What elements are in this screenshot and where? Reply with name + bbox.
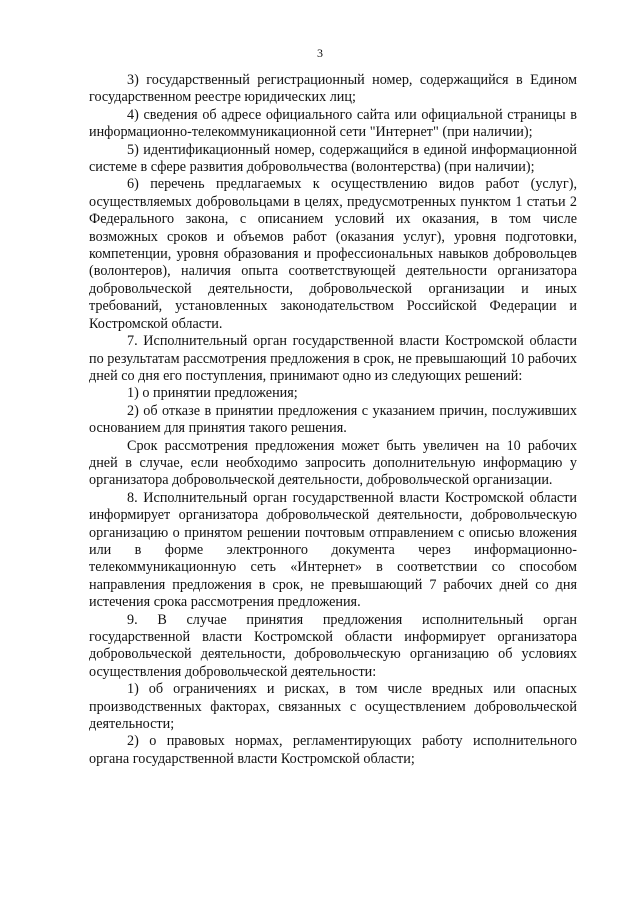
paragraph-restrictions-and-risks: 1) об ограничениях и рисках, в том числе вредных или опасных производственных факторах, связанных с осуществлением добровольческой деятельности; — [89, 681, 577, 733]
paragraph-decision-refuse: 2) об отказе в принятии предложения с указанием причин, послуживших основанием для принятия такого решения. — [89, 402, 577, 437]
paragraph-clause-9: 9. В случае принятия предложения исполнительный орган государственной власти Костромской области информирует организатора добровольческой деятельности, добровольческую организацию об условиях осуществления добровольческой деятельности: — [89, 611, 577, 680]
paragraph-clause-7: 7. Исполнительный орган государственной власти Костромской области по результатам рассмотрения предложения в срок, не превышающий 10 рабочих дней со дня его поступления, принимают одно из следующих решений: — [89, 333, 577, 384]
page-number: 3 — [317, 46, 323, 60]
paragraph-decision-accept: 1) о принятии предложения; — [127, 385, 298, 402]
paragraph-item-3-registration-number: 3) государственный регистрационный номер, содержащийся в Едином государственном реестре юридических лиц; — [89, 72, 577, 106]
paragraph-item-5-identification-number: 5) идентификационный номер, содержащийся в единой информационной системе в сфере развития добровольчества (волонтерства) (при наличии); — [89, 141, 577, 176]
paragraph-legal-norms: 2) о правовых нормах, регламентирующих работу исполнительного органа государственной власти Костромской области; — [89, 733, 577, 767]
document-body — [89, 72, 577, 768]
paragraph-item-6-list-of-works: 6) перечень предлагаемых к осуществлению видов работ (услуг), осуществляемых добровольцами в целях, предусмотренных пунктом 1 статьи 2 Федерального закона, с описанием условий их оказания, в том числе возможных сроков и объемов работ (оказания услуг), уровня подготовки, компетенции, уровня образования и профессиональных навыков добровольцев (волонтеров), наличия опыта соответствующей деятельности организатора добровольческой деятельности, добровольческой организации и иных требований, установленных законодательством Российской Федерации и Костромской области. — [89, 176, 577, 332]
paragraph-clause-8: 8. Исполнительный орган государственной власти Костромской области информирует организатора добровольческой деятельности, добровольческую организацию о принятом решении почтовым отправлением с описью вложения или в форме электронного документа через информационно-телекоммуникационную сеть «Интернет» в соответствии со способом направления предложения в срок, не превышающий 7 рабочих дней со дня истечения срока рассмотрения предложения. — [89, 489, 577, 611]
paragraph-review-period-extension: Срок рассмотрения предложения может быть увеличен на 10 рабочих дней в случае, если необходимо запросить дополнительную информацию у организатора добровольческой деятельности, добровольческой организации. — [89, 437, 577, 489]
paragraph-item-4-website: 4) сведения об адресе официального сайта или официальной страницы в информационно-телекоммуникационной сети "Интернет" (при наличии); — [89, 106, 577, 141]
